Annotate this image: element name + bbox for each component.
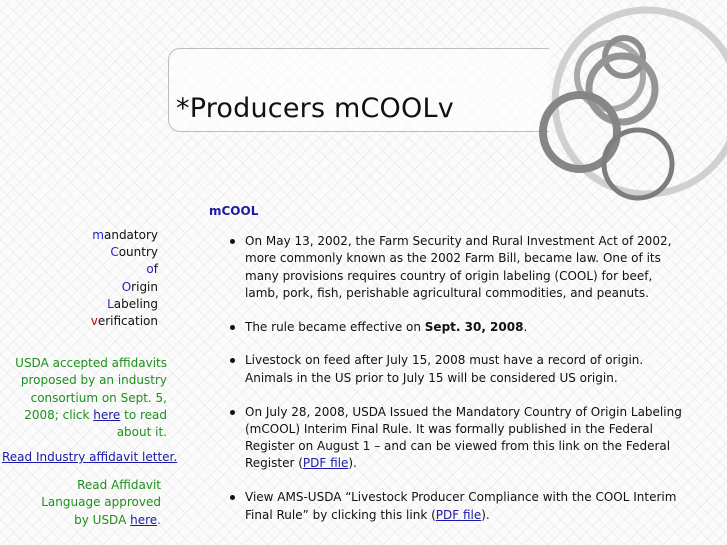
mcool-bullet-list xyxy=(229,233,689,540)
acronym-initial: o xyxy=(146,262,154,277)
acronym-initial: v xyxy=(90,314,98,329)
note-line: Language approved xyxy=(41,495,161,510)
acronym-rest: rigin xyxy=(131,279,158,294)
section-heading: mCOOL xyxy=(209,204,259,218)
list-item xyxy=(229,233,689,302)
affidavit-language-here-link[interactable]: here xyxy=(130,512,158,527)
note-text: to read xyxy=(120,407,167,422)
acronym-rest: abeling xyxy=(113,296,158,311)
list-item-text: . xyxy=(523,319,528,334)
acronym-row-labeling xyxy=(91,296,158,313)
acronym-row-verification xyxy=(91,313,158,330)
list-item-text: Livestock on feed after July 15, 2008 must have a record of origin. Animals in the US prior to July 15 will be considered US origin. xyxy=(245,353,644,385)
bullet-dot-icon xyxy=(230,410,235,415)
note-line xyxy=(2,407,167,424)
note-line: consortium on Sept. 5, xyxy=(30,390,167,405)
effective-date: Sept. 30, 2008 xyxy=(424,319,524,334)
list-item xyxy=(229,319,689,336)
note-line: proposed by an industry xyxy=(20,373,167,388)
acronym-row-country xyxy=(91,244,158,261)
acronym-legend xyxy=(91,227,158,330)
interlocking-rings-logo xyxy=(520,4,727,204)
note-text: by USDA xyxy=(74,512,131,527)
list-item-text: ). xyxy=(348,456,357,471)
acronym-rest: f xyxy=(153,262,158,277)
affidavit-language-note xyxy=(41,477,161,529)
note-line xyxy=(41,512,161,529)
bullet-dot-icon xyxy=(230,325,235,330)
acronym-rest: erification xyxy=(97,314,158,329)
note-text: . xyxy=(157,512,161,527)
industry-affidavit-letter-link[interactable]: Read Industry affidavit letter. xyxy=(2,450,178,464)
site-title: *Producers mCOOLv xyxy=(176,93,454,124)
list-item xyxy=(229,489,689,524)
acronym-initial: m xyxy=(92,228,104,242)
list-item-text: ). xyxy=(481,507,490,522)
list-item-text: The rule became effective on xyxy=(245,319,425,334)
acronym-rest: ountry xyxy=(118,245,158,260)
list-item xyxy=(229,404,689,473)
note-line: Read Affidavit xyxy=(77,478,161,492)
bullet-dot-icon xyxy=(230,239,235,244)
note-text: 2008; click xyxy=(24,407,94,422)
acronym-row-mandatory xyxy=(91,227,158,244)
bullet-dot-icon xyxy=(230,358,235,363)
acronym-row-of xyxy=(91,261,158,278)
note-line: about it. xyxy=(116,425,167,440)
list-item xyxy=(229,352,689,387)
federal-register-pdf-link[interactable]: PDF file xyxy=(302,456,349,471)
list-item-text: On May 13, 2002, the Farm Security and Rural Investment Act of 2002, more commonly known as the 2002 Farm Bill, became law. One of its many provisions requires country of origin labeling (COOL) for beef, lamb, pork, fish, perishable agricultural commodities, and peanuts. xyxy=(245,234,672,300)
list-item-text: On July 28, 2008, USDA Issued the Mandatory Country of Origin Labeling (mCOOL) Interim Final Rule. It was formally published in the Federal Register on August 1 – and can be viewed from this link on the Federal Register ( xyxy=(245,404,682,471)
acronym-row-origin xyxy=(91,279,158,296)
acronym-rest: andatory xyxy=(103,228,158,242)
affidavits-here-link[interactable]: here xyxy=(93,407,121,422)
acronym-initial: L xyxy=(107,296,114,311)
bullet-dot-icon xyxy=(230,495,235,500)
acronym-initial: O xyxy=(121,279,132,294)
list-item-text: View AMS-USDA “Livestock Producer Compliance with the COOL Interim Final Rule” by clicking this link ( xyxy=(245,490,677,522)
affidavits-note xyxy=(2,355,167,441)
note-line: USDA accepted affidavits xyxy=(15,356,167,370)
ams-usda-pdf-link[interactable]: PDF file xyxy=(435,507,482,522)
acronym-initial: C xyxy=(110,245,119,260)
